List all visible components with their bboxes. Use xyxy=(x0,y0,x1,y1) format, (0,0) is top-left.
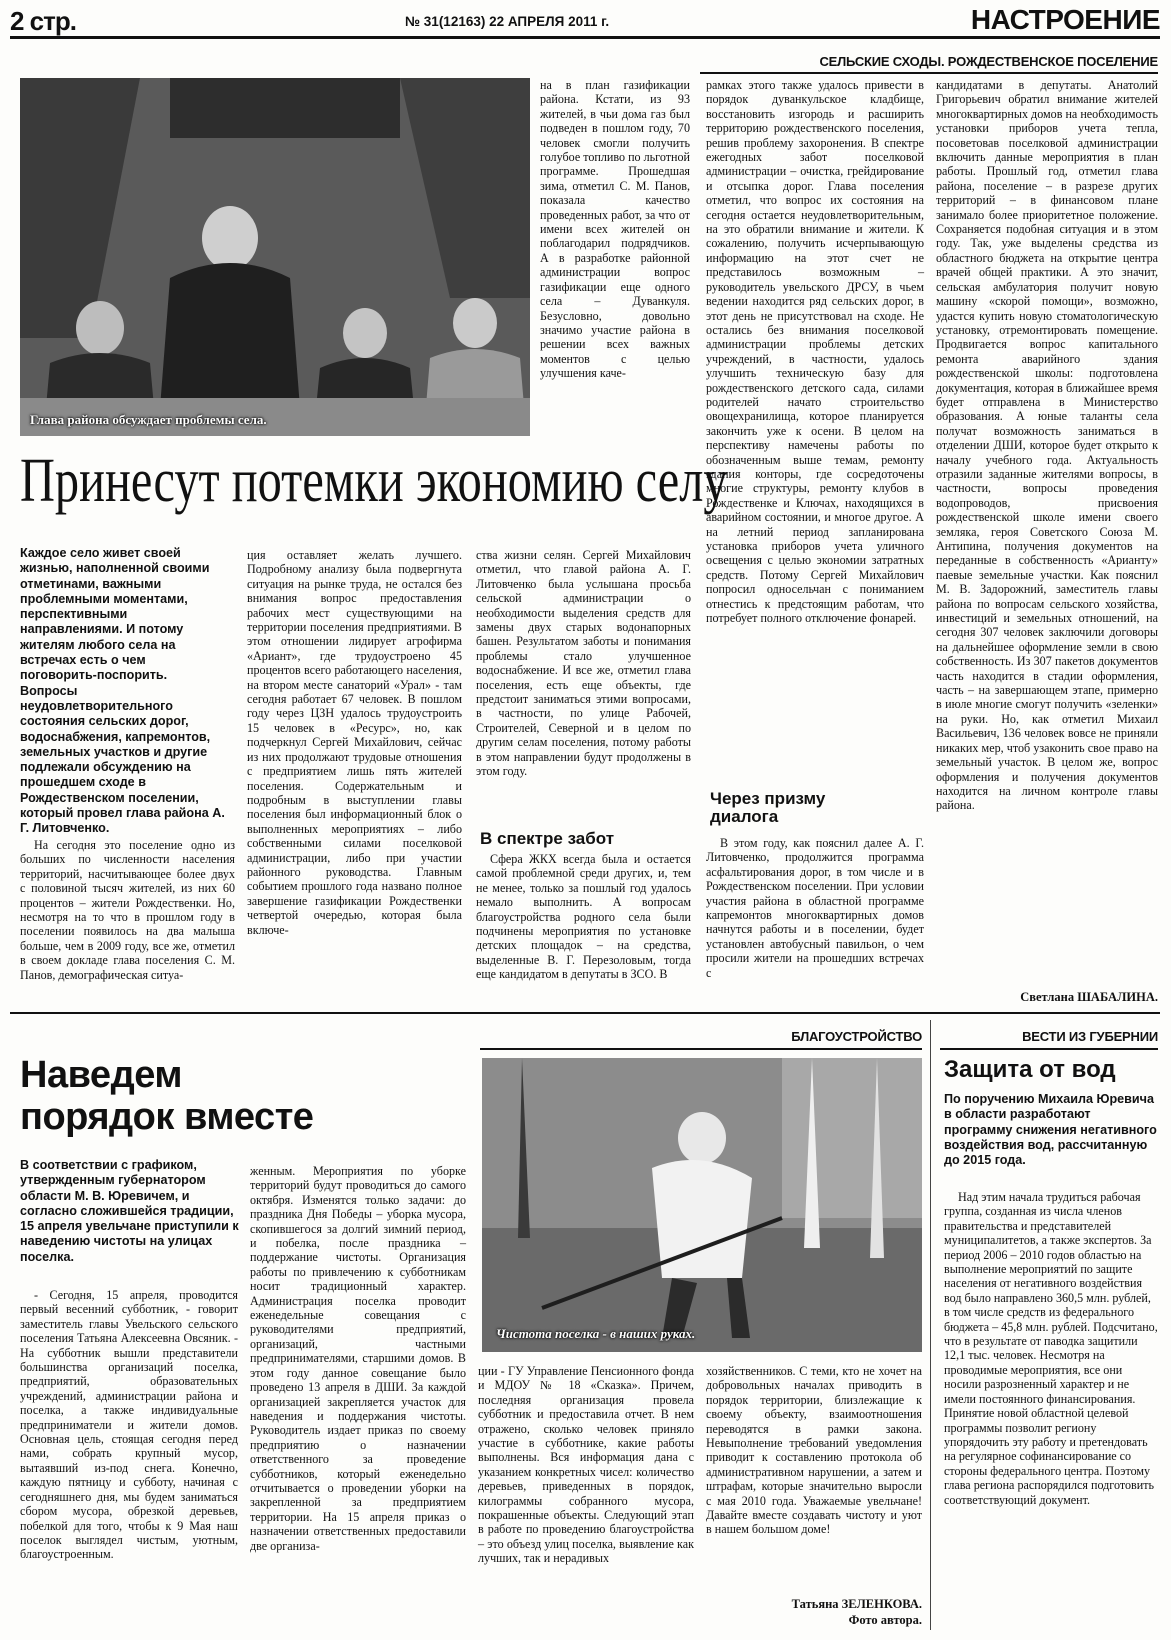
issue-date: № 31(12163) 22 АПРЕЛЯ 2011 г. xyxy=(405,14,610,29)
article1-col-c-upper xyxy=(540,78,690,381)
article2-photo-credit: Фото автора. xyxy=(848,1613,922,1627)
article3-rubric: ВЕСТИ ИЗ ГУБЕРНИИ xyxy=(1022,1029,1158,1044)
article2-headline xyxy=(20,1054,313,1138)
paragraph: ства жизни селян. Сергей Михайлович отметил, что главой района А. Г. Литовченко была услышана просьба сельской администрации о необходимости выделения средств для замены двух старых водонапорных башен. Результатом заботы и понимания проблемы стало улучшенное водоснабжение. И все же, отметил глава поселения, есть еще объекты, где предстоит заниматься этими вопросами, в частности, по улице Рабочей, Строителей, Северной и в целом по другим селам поселения, потому работы в этом направлении будут продолжены в этом году. xyxy=(476,548,691,779)
paragraph: В этом году, как пояснил далее А. Г. Литовченко, продолжится программа асфальтирования дорог, в том числе и в Рождественском поселении. При условии участия района в областной программе капремонтов многоквартирных домов начнутся работы и в поселении, будет установлен автобусный павильон, о чем просили жители на прошедших встречах с xyxy=(706,836,924,980)
paragraph: кандидатами в депутаты. Анатолий Григорьевич обратил внимание жителей многоквартирных домов на необходимость установки приборов учета тепла, посоветовав поселковой администрации включить данные мероприятия в план работы. Прошлый год, отметил глава района, поселение – в разрезе других территорий – в финансовом плане занимало более приоритетное положение. Сохраняется подобная ситуация и в этом году. Так, уже выделены средства из областного бюджета на открытие центра врачей общей практики. А это значит, сельская амбулатория получит новую машину «скорой помощи», возможно, удастся купить новую стоматологическую установку, отремонтировать помещение. Продвигается вопрос капитального ремонта аварийного здания рождественской школы: подготовлена документация, которая в ближайшее время будет отправлена в Министерство образования. А юные таланты села получат возможность заниматься в отделении ДШИ, которое будет открыто к началу учебного года. Актуальность отразили заданные жителями вопросы, в частности, вопросы проведения водопроводов, присвоения рождественской школе имени своего земляка, героя Советского Союза М. Антипина, получения документов на переданные в собственность «Арианту» паевые земельные участки. Как пояснил М. В. Задорожний, заместитель главы района по вопросам сельского хозяйства, инвестиций и земельных отношений, на сегодня 307 человек заключили договоры на дальнейшее оформление земли в свою собственность. Из 307 пакетов документов часть находится в стадии оформления, часть – на завершающем этапе, примерно в июле многие смогут получить «зеленки» на руки. Но, как отметил Михаил Васильевич, 136 человек вовсе не приняли никаких мер, чтоб узаконить свое право на земельный участок. В целом же, вопрос оформления и получения документов находится на личном контроле главы района. xyxy=(936,78,1158,813)
article3-body xyxy=(944,1190,1158,1507)
paragraph: На сегодня это поселение одно из больших по численности населения территорий, насчитывающее более двух с половиной тысяч жителей, из них 60 процентов – жители Рождественки. Но, несмотря на то что в прошлом году в поселении появилось на два малыша больше, чем в 2009 году, все же, отметил в своем докладе глава поселения С. М. Панов, демографическая ситуа- xyxy=(20,838,235,982)
paragraph: рамках этого также удалось привести в порядок дуванкульское кладбище, восстановить изгородь и расширить территорию рождественского поселения, решив проблему захоронения. В спектре ежегодных забот поселковой администрации – очистка, грейдирование и отсыпка дорог. Глава поселения отметил, что вопрос их состояния на сегодня остается неудовлетворительным, на это обратили внимание и жители. К сожалению, получить исчерпывающую информацию на этот счет не представилось возможным – руководитель увельского ДРСУ, в чьем ведении находится ряд сельских дорог, в этот день не присутствовал на сходе. Не остались без внимания поселковой администрации проблемы детских учреждений, в частности, удалось улучшить техническую базу для рождественского детского сада, силами родителей начато строительство овощехранилища, которое планируется закончить уже к осени. В целом на перспективу намечены работы по обозначенным выше темам, ремонту здания конторы, где сосредоточены многие структуры, ремонту клубов в Рождественке и Ключах, находящихся в аварийном состоянии, и многое другое. А на летний период запланирована установка приборов учета уличного освещения с целью экономии затратных средств. Потому Сергей Михайлович попросил односельчан с пониманием отнестись к предстоящим работам, что потребует полного отключение фонарей. xyxy=(706,78,924,626)
article3-headline: Защита от вод xyxy=(944,1056,1116,1083)
paragraph: Над этим начала трудиться рабочая группа, созданная из числа членов правительства и представителей муниципалитетов, а также экспертов. За период 2006 – 2010 годов областью на выполнение мероприятий по защите населения от негативного воздействия вод было направлено 360,5 млн. рублей, в том числе средств из федерального бюджета – 45,8 млн. рублей. Подсчитано, что в результате от паводка защитили 12,1 тыс. человек. Несмотря на проводимые мероприятия, все они носили разрозненный характер и не имели постоянного финансирования. Принятие новой областной целевой программы позволит региону упорядочить эту работу и претендовать на регулярное софинансирование со стороны федерального центра. Поэтому глава региона распорядился подготовить соответствующий документ. xyxy=(944,1190,1158,1507)
article2-photo-caption: Чистота поселка - в наших руках. xyxy=(496,1326,696,1341)
article1-subhead-2: Через призму диалога xyxy=(710,789,826,826)
article1-bottom-rule xyxy=(10,1012,1160,1014)
article1-col-e xyxy=(936,78,1158,813)
article1-col-d-sub xyxy=(706,836,924,980)
cleanup-photo-image xyxy=(482,1058,922,1352)
article2-title-line2: порядок вместе xyxy=(20,1096,314,1138)
article1-col-c-lower xyxy=(476,548,691,779)
rubric3-rule xyxy=(940,1048,1158,1050)
article2-col-c xyxy=(478,1364,694,1566)
section-title: НАСТРОЕНИЕ xyxy=(970,4,1160,35)
article2-lead: В соответствии с графиком, утвержденным губернатором области М. В. Юревичем, и согласно сложившейся традиции, 15 апреля увельчане приступили к наведению чистоты на улицах поселка. xyxy=(20,1158,239,1264)
column-divider xyxy=(930,1020,931,1630)
article1-col-a-lower xyxy=(20,838,235,982)
article3-lead: По поручению Михаила Юревича в области разработают программу снижения негативного воздействия вод, рассчитанную до 2015 года. xyxy=(944,1092,1157,1168)
article1-headline: Принесут потемки экономию селу xyxy=(20,447,728,515)
article1-lead: Каждое село живет своей жизнью, наполненной своими отметинами, важными проблемными моментами, перспективными направлениями. И потому жителям любого села на встречах есть о чем поговорить-поспорить. Вопросы неудовлетворительного состояния сельских дорог, водоснабжения, капремонтов, земельных участков и другие подлежали обсуждению на прошедшем сходе в Рождественском поселении, который провел глава района А. Г. Литовченко. xyxy=(20,546,225,836)
article1-photo xyxy=(20,78,530,436)
meeting-photo-image xyxy=(20,78,530,436)
rubric1-rule xyxy=(700,72,1158,74)
rubric2-rule xyxy=(480,1048,922,1050)
article1-rubric: СЕЛЬСКИЕ СХОДЫ. РОЖДЕСТВЕНСКОЕ ПОСЕЛЕНИЕ xyxy=(819,54,1158,69)
article2-photo xyxy=(482,1058,922,1352)
page-number: 2 стр. xyxy=(10,6,76,36)
article2-signature: Татьяна ЗЕЛЕНКОВА. xyxy=(791,1597,922,1611)
article1-col-b-lower xyxy=(247,548,462,937)
article1-photo-caption: Глава района обсуждает проблемы села. xyxy=(30,412,267,427)
article2-col-a xyxy=(20,1288,238,1562)
article1-col-c-sub xyxy=(476,852,691,982)
paragraph: ция оставляет желать лучшего. Подробному анализу была подвергнута ситуация на рынке труда, не остался без внимания вопрос предоставления рабочих мест существующими на территории поселения предприятиями. В этом отношении лидирует агрофирма «Ариант», где трудоустроено 45 процентов всего работающего населения, на втором месте санаторий «Урал» - там сегодня работает 67 человек. В пошлом году через ЦЗН удалось трудоустроить 15 человек в «Ресурс», но, как подчеркнул Сергей Михайлович, сейчас из них продолжают трудовые отношения с предприятием лишь пять жителей поселения. Содержательным и подробным в выступлении главы поселения был информационный блок о выполненных мероприятиях – либо собственными силами поселковой администрации, либо при участии районного руководства. Главным событием прошлого года названо полное завершение газификации Рождественки четвертой очередью, которая была включе- xyxy=(247,548,462,937)
article1-signature: Светлана ШАБАЛИНА. xyxy=(1020,990,1158,1004)
paragraph: Сфера ЖКХ всегда была и остается самой проблемной среди других, и, тем не менее, только за пошлый год удалось немало выполнить. А вопросам благоустройства родного села были подчинены мероприятия по установке детских площадок – на средства, выделенные В. Г. Перезоловым, тогда еще кандидатом в депутаты в ЗСО. В xyxy=(476,852,691,982)
paragraph: - Сегодня, 15 апреля, проводится первый весенний субботник, - говорит заместитель главы Увельского сельского поселения Татьяна Алексеевна Овсяник. - На субботник вышли представители большинства организаций поселка, предприятий, образовательных учреждений, администрации района и поселка, а также индивидуальные предприниматели и жители домов. Основная цель, стоящая сегодня перед нами, собрать крупный мусор, вытаявший из-под снега. Конечно, каждую пятницу и субботу, начиная с сегодняшнего дня, мы будем заниматься сбором мусора, обрезкой деревьев, побелкой для того, чтобы к 9 Мая наш поселок выглядел чистым, уютным, благоустроенным. xyxy=(20,1288,238,1562)
article2-rubric: БЛАГОУСТРОЙСТВО xyxy=(791,1029,922,1044)
article1-col-d xyxy=(706,78,924,625)
article2-col-d xyxy=(706,1364,922,1537)
header-rule xyxy=(10,36,1160,39)
paragraph: женным. Мероприятия по уборке территорий будут проводиться до самого октября. Изменятся только задачи: до праздника Дня Победы – уборка мусора, скопившегося за долгий зимний период, и побелка, после праздника – поддержание чистоты. Организация работы по привлечению к субботникам носит традиционный характер. Администрация поселка проводит еженедельные совещания с руководителями предприятий, организаций, частными предпринимателями, старшими домов. В этом году данное совещание было проведено 13 апреля в ДШИ. За каждой организацией закрепляется участок для наведения и поддержания чистоты. Руководитель издает приказ по своему предприятию о назначении ответственного за проведение субботников, который еженедельно отчитывается о проведении уборки на закрепленной за предприятием территории. На 15 апреля приказ о назначении ответственных предоставили две организа- xyxy=(250,1164,466,1553)
paragraph: ции - ГУ Управление Пенсионного фонда и МДОУ № 18 «Сказка». Причем, последняя организация провела субботник и предоставила отчет. В нем отражено, сколько человек приняло участие в субботнике, какие работы выполнены. Вся информация дана с указанием конкретных чисел: количество деревьев, приведенных в порядок, килограммы собранного мусора, покрашенные объекты. Следующий этап в работе по проведению благоустройства – это объезд улиц поселка, выявление как лучших, так и нерадивых xyxy=(478,1364,694,1566)
paragraph: хозяйственников. С теми, кто не хочет на добровольных началах приводить в порядок территории, близлежащие к своему объекту, взаимоотношения переводятся в рамки закона. Невыполнение требований уведомления приводит к составлению протокола об административном нарушении, а затем и штрафам, которые значительно выросли с мая 2010 года. Уважаемые увельчане! Давайте вместе создавать чистоту и уют в нашем большом доме! xyxy=(706,1364,922,1537)
paragraph: на в план газификации района. Кстати, из 93 жителей, в чьи дома газ был подведен в пошлом году, 70 человек смогли получить голубое топливо по льготной программе. Прошедшая зима, отметил С. М. Панов, показала качество проведенных работ, за что от имени всех жителей он поблагодарил подрядчиков. А в разработке районной администрации вопрос газификации еще одного села – Дуванкуля. Безусловно, довольно значимо участие района в решении всех важных моментов с целью улучшения каче- xyxy=(540,78,690,381)
article2-title-line1: Наведем xyxy=(20,1054,182,1096)
article2-col-b xyxy=(250,1164,466,1553)
article1-subhead-1: В спектре забот xyxy=(480,829,615,848)
